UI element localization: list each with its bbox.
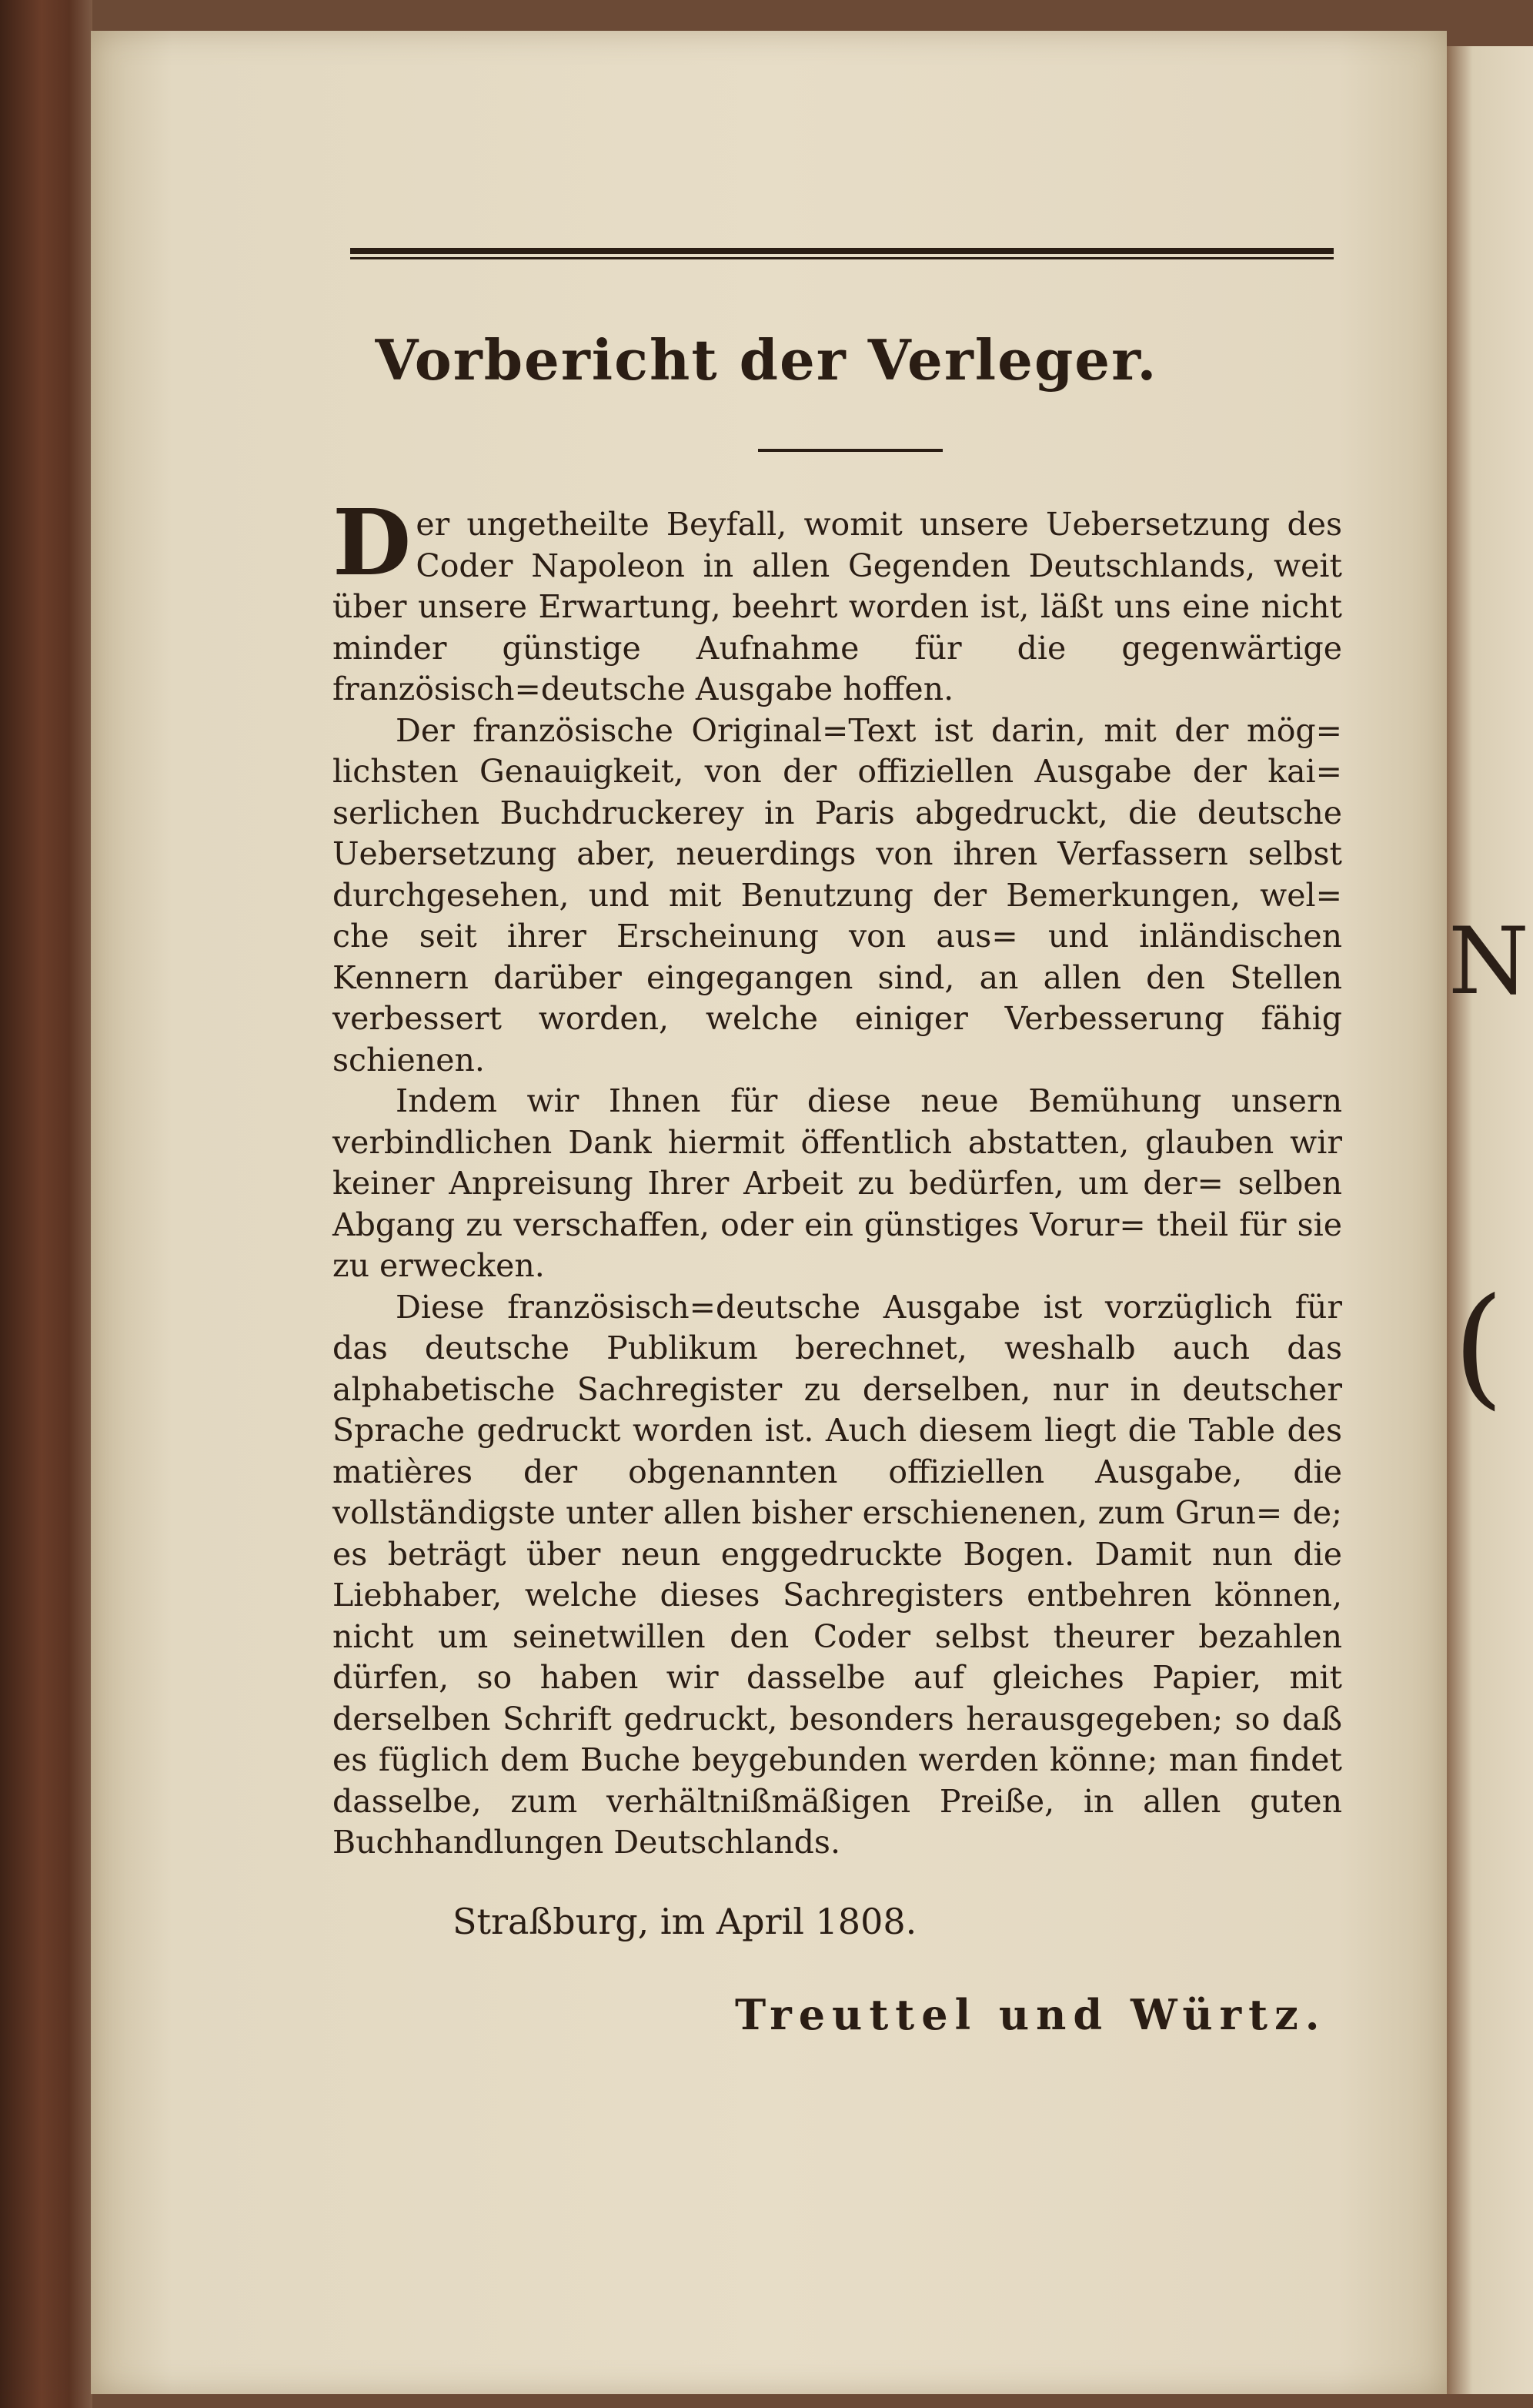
paragraph-2: Der französische Original=Text ist darin, mit der mög= lichsten Genauigkeit, von der offiziellen Ausgabe der kai= serlichen Buchdruckerey in Paris abgedruckt, die deutsche Uebersetzung aber, neuerdings von ihren Verfassern selbst durchgesehen, und mit Benutzung der Bemerkungen, wel= che seit ihrer Erscheinung von aus= und inländischen Kennern darüber eingegangen sind, an allen den Stellen verbessert worden, welche einiger Verbesserung fähig schienen. [332, 711, 1342, 1079]
paragraph-4: Diese französisch=deutsche Ausgabe ist vorzüglich für das deutsche Publikum berechnet, weshalb auch das alphabetische Sachregister zu derselben, nur in deutscher Sprache gedruckt worden ist. Auch diesem liegt die Table des matières der obgenannten offiziellen Ausgabe, die vollständigste unter allen bisher erschienenen, zum Grun= de; es beträgt über neun enggedruckte Bogen. Damit nun die Liebhaber, welche dieses Sachregisters entbehren können, nicht um seinetwillen den Coder selbst theurer bezahlen dürfen, so haben wir dasselbe auf gleiches Papier, mit derselben Schrift gedruckt, besonders herausgegeben; so daß es füglich dem Buche beygebunden werden könne; man findet dasselbe, zum verhältnißmäßigen Preiße, in allen guten Buchhandlungen Deutschlands. [332, 1288, 1342, 1861]
page-title: Vorbericht der Verleger. [375, 327, 1158, 393]
preface-text [332, 489, 1342, 1864]
next-page-edge [1447, 46, 1533, 2394]
paragraph-1 [332, 489, 1342, 711]
top-rule [350, 248, 1334, 259]
paragraph-3: Indem wir Ihnen für diese neue Bemühung unsern verbindlichen Dank hiermit öffentlich abstatten, glauben wir keiner Anpreisung Ihrer Arbeit zu bedürfen, um der= selben Abgang zu verschaffen, oder ein günstiges Vorur= theil für sie zu erwecken. [332, 1082, 1342, 1284]
paragraph-1-text: er ungetheilte Beyfall, womit unsere Uebersetzung des Coder Napoleon in allen Gegenden Deutschlands, weit über unsere Erwartung, beehrt worden ist, läßt uns eine nicht minder günstige Aufnahme für die gegenwärtige französisch=deutsche Ausgabe hoffen. [332, 506, 1342, 707]
place-date: Straßburg, im April 1808. [453, 1901, 917, 1942]
title-rule [758, 449, 943, 452]
publisher-signature: Treuttel und Würtz. [735, 1990, 1327, 2039]
next-page-glyph-1: N [1448, 908, 1529, 1015]
next-page-glyph-2: ( [1453, 1270, 1505, 1423]
drop-cap: D [332, 489, 412, 596]
